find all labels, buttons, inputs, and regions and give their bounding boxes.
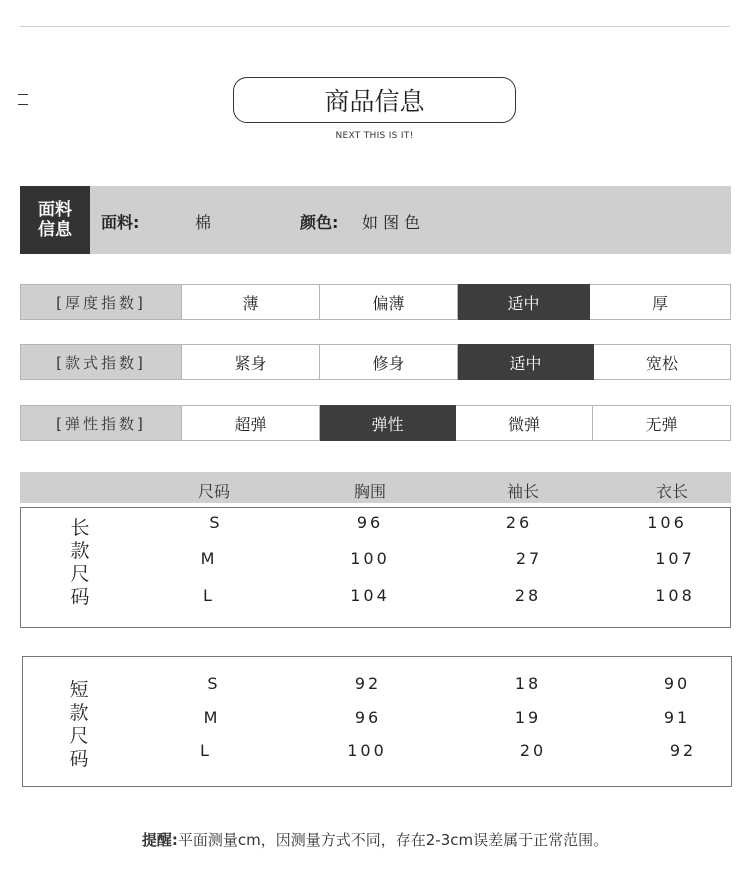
table-cell: 27 [515,549,543,568]
table-cell: 92 [669,741,697,760]
table-cell: L [203,586,215,605]
style-option-selected: 适中 [458,344,594,380]
header-size: 尺码 [197,482,231,501]
table-cell: 108 [655,586,695,605]
thickness-index-row [20,284,731,320]
elasticity-option-selected: 弹性 [320,405,456,441]
style-option: 紧身 [182,344,320,380]
material-label: 面料: [101,213,140,232]
measurement-note [0,829,750,850]
table-cell: 107 [655,549,695,568]
material-value: 棉 [195,213,212,232]
fabric-info-tag: 面料 信息 [20,186,90,254]
top-divider [20,26,730,27]
long-size-table [20,507,731,628]
size-table-header [20,472,731,503]
table-cell: 28 [514,586,542,605]
table-cell: S [207,674,221,693]
elasticity-option: 无弹 [593,405,731,441]
color-value: 如 图 色 [362,213,421,232]
style-index-label: [款式指数] [20,344,182,380]
fabric-info-bar [20,186,731,254]
table-cell: 19 [514,708,542,727]
table-cell: L [200,741,212,760]
table-cell: 90 [663,674,691,693]
thickness-option: 厚 [590,284,731,320]
long-size-label: 长 款 尺 码 [70,517,90,608]
style-index-row [20,344,731,380]
thickness-option-selected: 适中 [458,284,590,320]
table-cell: 100 [347,741,387,760]
table-cell: S [209,513,223,532]
table-cell: 96 [354,708,382,727]
dash-marker [18,94,28,106]
header-sleeve: 袖长 [506,482,540,501]
page-subtitle: NEXT THIS IS IT! [335,131,414,141]
table-cell: M [200,549,218,568]
table-cell: 18 [514,674,542,693]
note-text: 平面测量cm，因测量方式不同，存在2-3cm误差属于正常范围。 [177,831,609,849]
thickness-option: 偏薄 [320,284,458,320]
thickness-index-label: [厚度指数] [20,284,182,320]
elasticity-option: 微弹 [456,405,593,441]
thickness-option: 薄 [182,284,320,320]
table-cell: 91 [663,708,691,727]
note-label: 提醒: [141,831,178,849]
table-cell: 104 [350,586,390,605]
elasticity-index-label: [弹性指数] [20,405,182,441]
short-size-label: 短 款 尺 码 [69,679,89,770]
elasticity-index-row [20,405,731,441]
color-label: 颜色: [300,213,339,232]
table-cell: 96 [356,513,384,532]
elasticity-option: 超弹 [182,405,320,441]
table-cell: 100 [350,549,390,568]
style-option: 宽松 [594,344,731,380]
table-cell: M [203,708,221,727]
table-cell: 106 [647,513,687,532]
table-cell: 92 [354,674,382,693]
table-cell: 26 [505,513,533,532]
header-chest: 胸围 [353,482,387,501]
style-option: 修身 [320,344,458,380]
page-title: 商品信息 [233,77,516,123]
short-size-table [22,656,732,787]
header-length: 衣长 [655,482,689,501]
table-cell: 20 [519,741,547,760]
